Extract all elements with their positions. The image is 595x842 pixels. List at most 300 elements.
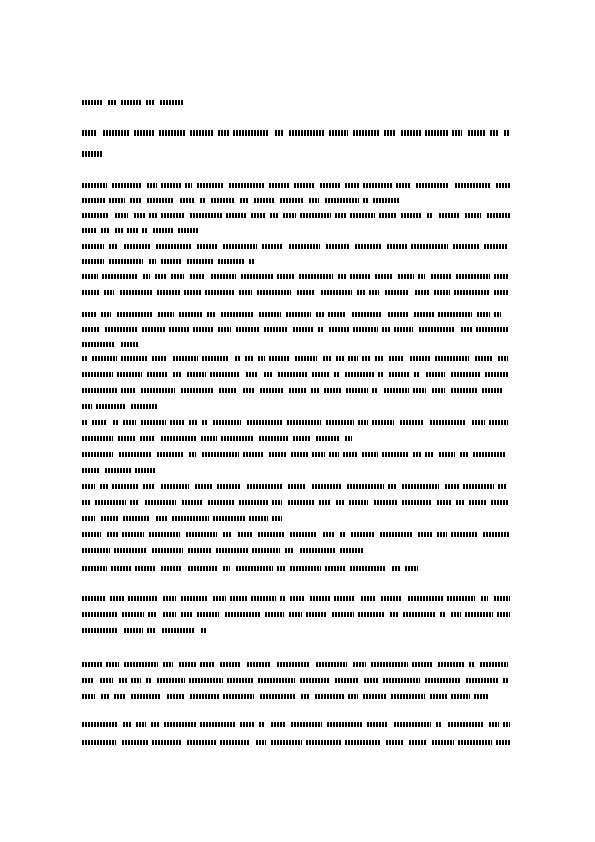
word-mark	[179, 662, 196, 667]
word-mark	[427, 213, 433, 218]
text-line	[82, 694, 488, 700]
text-line	[82, 274, 508, 280]
word-mark	[300, 678, 329, 683]
word-mark	[170, 420, 184, 425]
word-mark	[401, 213, 422, 218]
word-mark	[184, 290, 201, 295]
word-mark	[121, 100, 141, 105]
word-mark	[431, 274, 451, 279]
word-mark	[227, 678, 254, 683]
word-mark	[130, 198, 142, 203]
word-mark	[408, 596, 443, 601]
text-line	[82, 290, 508, 296]
word-mark	[335, 213, 346, 218]
word-mark	[306, 612, 327, 617]
text-line	[82, 404, 158, 410]
word-mark	[264, 372, 273, 377]
word-mark	[121, 356, 147, 361]
text-line	[82, 327, 508, 333]
word-mark	[334, 596, 355, 601]
word-mark	[82, 312, 96, 317]
word-mark	[343, 452, 357, 457]
word-mark	[82, 468, 100, 473]
text-line	[82, 198, 400, 204]
word-mark	[218, 259, 245, 264]
word-mark	[161, 484, 189, 489]
word-mark	[190, 130, 213, 136]
word-mark	[483, 532, 510, 537]
word-mark	[159, 130, 186, 136]
word-mark	[115, 228, 123, 233]
word-mark	[113, 420, 119, 425]
word-mark	[259, 436, 289, 441]
word-mark	[277, 566, 286, 571]
word-mark	[200, 662, 214, 667]
word-mark	[435, 356, 469, 361]
word-mark	[346, 388, 368, 393]
word-mark	[217, 484, 241, 489]
word-mark	[121, 342, 138, 347]
word-mark	[220, 740, 250, 745]
word-mark	[82, 290, 100, 295]
word-mark	[280, 596, 286, 601]
word-mark	[142, 228, 148, 233]
word-mark	[146, 678, 152, 683]
word-mark	[269, 356, 290, 361]
word-mark	[425, 678, 461, 683]
word-mark	[345, 372, 374, 377]
word-mark	[345, 436, 352, 441]
word-mark	[225, 612, 261, 617]
word-mark	[82, 356, 88, 361]
word-mark	[257, 290, 291, 295]
word-mark	[109, 198, 125, 203]
word-mark	[146, 100, 154, 105]
word-mark	[128, 596, 158, 601]
word-mark	[82, 452, 113, 457]
text-line	[82, 388, 502, 394]
text-line	[82, 548, 364, 554]
word-mark	[181, 388, 214, 393]
word-mark	[161, 183, 181, 188]
word-mark	[321, 290, 352, 295]
word-mark	[474, 694, 488, 699]
word-mark	[288, 484, 306, 489]
word-mark	[82, 130, 97, 136]
word-mark	[245, 356, 254, 361]
text-line	[82, 342, 138, 348]
word-mark	[153, 228, 173, 233]
word-mark	[152, 740, 182, 745]
word-mark	[277, 274, 294, 279]
word-mark	[348, 694, 358, 699]
word-mark	[293, 327, 314, 332]
word-mark	[345, 740, 380, 745]
word-mark	[481, 596, 488, 601]
word-mark	[425, 452, 434, 457]
word-mark	[299, 274, 333, 279]
word-mark	[432, 388, 445, 393]
word-mark	[205, 290, 234, 295]
word-mark	[293, 436, 310, 441]
text-line	[82, 662, 508, 668]
word-mark	[312, 452, 325, 457]
word-mark	[323, 356, 331, 361]
word-mark	[291, 452, 308, 457]
word-mark	[472, 420, 485, 425]
word-mark	[385, 290, 409, 295]
text-line	[82, 356, 508, 362]
word-mark	[135, 566, 156, 571]
word-mark	[362, 452, 378, 457]
word-mark	[161, 566, 182, 571]
word-mark	[318, 327, 324, 332]
word-mark	[110, 596, 124, 601]
word-mark	[350, 213, 375, 218]
word-mark	[115, 213, 128, 218]
word-mark	[300, 548, 335, 553]
word-mark	[180, 198, 194, 203]
word-mark	[124, 662, 158, 667]
word-mark	[389, 356, 404, 361]
word-mark	[223, 532, 232, 537]
word-mark	[219, 388, 237, 393]
word-mark	[358, 612, 384, 617]
word-mark	[197, 612, 219, 617]
word-mark	[405, 566, 418, 571]
word-mark	[124, 244, 151, 249]
word-mark	[121, 388, 136, 393]
text-line	[82, 228, 198, 234]
word-mark	[328, 312, 346, 317]
word-mark	[82, 436, 113, 441]
word-mark	[319, 500, 331, 505]
word-mark	[287, 420, 321, 425]
word-mark	[269, 183, 289, 188]
word-mark	[136, 722, 146, 727]
word-mark	[152, 548, 183, 553]
word-mark	[141, 420, 166, 425]
word-mark	[82, 404, 92, 409]
word-mark	[112, 183, 142, 188]
text-line	[82, 183, 510, 189]
word-mark	[451, 694, 470, 699]
word-mark	[383, 678, 420, 683]
word-mark	[122, 740, 148, 745]
word-mark	[213, 596, 226, 601]
word-mark	[496, 740, 510, 745]
word-mark	[167, 694, 184, 699]
word-mark	[324, 388, 342, 393]
word-mark	[186, 532, 217, 537]
word-mark	[251, 596, 276, 601]
word-mark	[156, 244, 191, 249]
word-mark	[147, 183, 157, 188]
word-mark	[410, 356, 430, 361]
word-mark	[82, 183, 107, 188]
word-mark	[262, 244, 283, 249]
word-mark	[109, 244, 118, 249]
word-mark	[414, 372, 420, 377]
word-mark	[418, 274, 425, 279]
word-mark	[265, 612, 284, 617]
word-mark	[189, 452, 196, 457]
word-mark	[316, 312, 324, 317]
word-mark	[241, 274, 273, 279]
word-mark	[251, 213, 265, 218]
word-mark	[396, 183, 410, 188]
word-mark	[477, 312, 490, 317]
word-mark	[270, 213, 278, 218]
word-mark	[151, 722, 160, 727]
word-mark	[264, 327, 288, 332]
word-mark	[143, 274, 150, 279]
text-line	[82, 596, 510, 602]
word-mark	[432, 740, 454, 745]
word-mark	[426, 372, 445, 377]
word-mark	[390, 612, 398, 617]
word-mark	[92, 356, 117, 361]
word-mark	[240, 198, 248, 203]
word-mark	[494, 274, 508, 279]
word-mark	[258, 356, 265, 361]
word-mark	[394, 327, 413, 332]
word-mark	[221, 312, 253, 317]
word-mark	[149, 213, 157, 218]
word-mark	[140, 436, 155, 441]
word-mark	[235, 356, 241, 361]
text-line	[82, 420, 508, 426]
word-mark	[416, 183, 449, 188]
word-mark	[223, 694, 254, 699]
word-mark	[111, 566, 131, 571]
word-mark	[325, 198, 359, 203]
word-mark	[290, 566, 321, 571]
word-mark	[329, 452, 339, 457]
word-mark	[193, 327, 214, 332]
word-mark	[92, 420, 107, 425]
word-mark	[107, 532, 118, 537]
word-mark	[149, 532, 180, 537]
word-mark	[82, 532, 101, 537]
word-mark	[336, 500, 345, 505]
word-mark	[369, 290, 379, 295]
document-heading-line	[82, 130, 510, 136]
word-mark	[82, 548, 110, 553]
word-mark	[412, 662, 432, 667]
word-mark	[271, 722, 285, 727]
word-mark	[82, 100, 103, 105]
word-mark	[258, 678, 295, 683]
word-mark	[362, 356, 371, 361]
word-mark	[240, 722, 255, 727]
word-mark	[372, 388, 378, 393]
word-mark	[402, 500, 432, 505]
word-mark	[372, 420, 394, 425]
word-mark	[475, 356, 492, 361]
word-mark	[482, 388, 502, 393]
word-mark	[100, 484, 108, 489]
word-mark	[367, 722, 388, 727]
document-title-line	[82, 100, 187, 106]
word-mark	[148, 612, 157, 617]
word-mark	[453, 244, 479, 249]
word-mark	[473, 452, 505, 457]
word-mark	[220, 662, 241, 667]
word-mark	[349, 500, 368, 505]
word-mark	[440, 612, 446, 617]
word-mark	[418, 532, 433, 537]
word-mark	[260, 388, 284, 393]
word-mark	[163, 612, 176, 617]
word-mark	[82, 420, 88, 425]
word-mark	[374, 500, 397, 505]
word-mark	[484, 244, 508, 249]
word-mark	[280, 198, 304, 203]
word-mark	[124, 628, 143, 633]
word-mark	[161, 436, 197, 441]
word-mark	[451, 532, 477, 537]
word-mark	[187, 740, 216, 745]
word-mark	[82, 327, 99, 332]
word-mark	[451, 612, 461, 617]
word-mark	[297, 290, 315, 295]
text-line	[82, 678, 508, 684]
word-mark	[345, 183, 359, 188]
word-mark	[100, 678, 113, 683]
word-mark	[246, 372, 258, 377]
word-mark	[171, 274, 184, 279]
word-mark	[238, 532, 252, 537]
word-mark	[336, 356, 344, 361]
word-mark	[465, 213, 481, 218]
word-mark	[398, 274, 414, 279]
word-mark	[402, 484, 439, 489]
word-mark	[415, 290, 429, 295]
word-mark	[211, 198, 235, 203]
word-mark	[142, 327, 165, 332]
word-mark	[105, 327, 137, 332]
word-mark	[164, 722, 196, 727]
text-line	[82, 612, 510, 618]
word-mark	[438, 312, 472, 317]
word-mark	[437, 532, 447, 537]
word-mark	[289, 612, 302, 617]
word-mark	[145, 500, 176, 505]
word-mark	[290, 532, 317, 537]
word-mark	[384, 130, 395, 136]
text-line	[82, 244, 508, 250]
word-mark	[503, 722, 510, 727]
word-mark	[122, 532, 144, 537]
word-mark	[496, 183, 510, 188]
word-mark	[221, 436, 253, 441]
word-mark	[389, 372, 409, 377]
word-mark	[272, 516, 282, 521]
word-mark	[489, 420, 508, 425]
word-mark	[82, 388, 117, 393]
word-mark	[82, 500, 91, 505]
text-line	[82, 468, 156, 474]
word-mark	[127, 228, 138, 233]
word-mark	[123, 722, 131, 727]
word-mark	[436, 722, 442, 727]
word-mark	[458, 740, 492, 745]
word-mark	[414, 312, 434, 317]
word-mark	[106, 662, 119, 667]
word-mark	[386, 740, 404, 745]
word-mark	[123, 420, 136, 425]
word-mark	[373, 198, 400, 203]
word-mark	[269, 452, 287, 457]
word-mark	[141, 388, 175, 393]
word-mark	[439, 213, 459, 218]
word-mark	[329, 327, 349, 332]
word-mark	[182, 500, 203, 505]
word-mark	[82, 274, 98, 279]
word-mark	[202, 356, 229, 361]
word-mark	[259, 722, 265, 727]
word-mark	[82, 740, 116, 745]
word-mark	[211, 274, 236, 279]
word-mark	[236, 327, 260, 332]
word-mark	[401, 130, 421, 136]
word-mark	[283, 213, 296, 218]
word-mark	[155, 274, 166, 279]
word-mark	[96, 404, 125, 409]
word-mark	[82, 628, 118, 633]
word-mark	[247, 662, 271, 667]
word-mark	[289, 388, 306, 393]
word-mark	[190, 274, 205, 279]
word-mark	[326, 420, 354, 425]
word-mark	[197, 244, 217, 249]
word-mark	[157, 678, 185, 683]
word-mark	[239, 290, 252, 295]
word-mark	[498, 484, 506, 489]
word-mark	[325, 566, 346, 571]
word-mark	[82, 484, 95, 489]
text-line	[82, 566, 418, 572]
word-mark	[207, 312, 216, 317]
word-mark	[456, 274, 490, 279]
word-mark	[438, 662, 465, 667]
word-mark	[247, 484, 282, 489]
word-mark	[403, 612, 435, 617]
word-mark	[352, 312, 382, 317]
word-mark	[277, 662, 310, 667]
word-mark	[461, 327, 472, 332]
word-mark	[119, 678, 127, 683]
word-mark	[363, 183, 392, 188]
word-mark	[445, 484, 459, 489]
word-mark	[312, 484, 341, 489]
word-mark	[289, 130, 325, 136]
word-mark	[388, 312, 408, 317]
text-line	[82, 532, 510, 538]
word-mark	[375, 356, 384, 361]
word-mark	[306, 740, 341, 745]
word-mark	[82, 722, 117, 727]
word-mark	[494, 312, 501, 317]
word-mark	[371, 662, 408, 667]
word-mark	[338, 274, 346, 279]
word-mark	[189, 420, 197, 425]
word-mark	[363, 694, 386, 699]
word-mark	[353, 130, 380, 136]
word-mark	[82, 596, 105, 601]
word-mark	[476, 327, 508, 332]
